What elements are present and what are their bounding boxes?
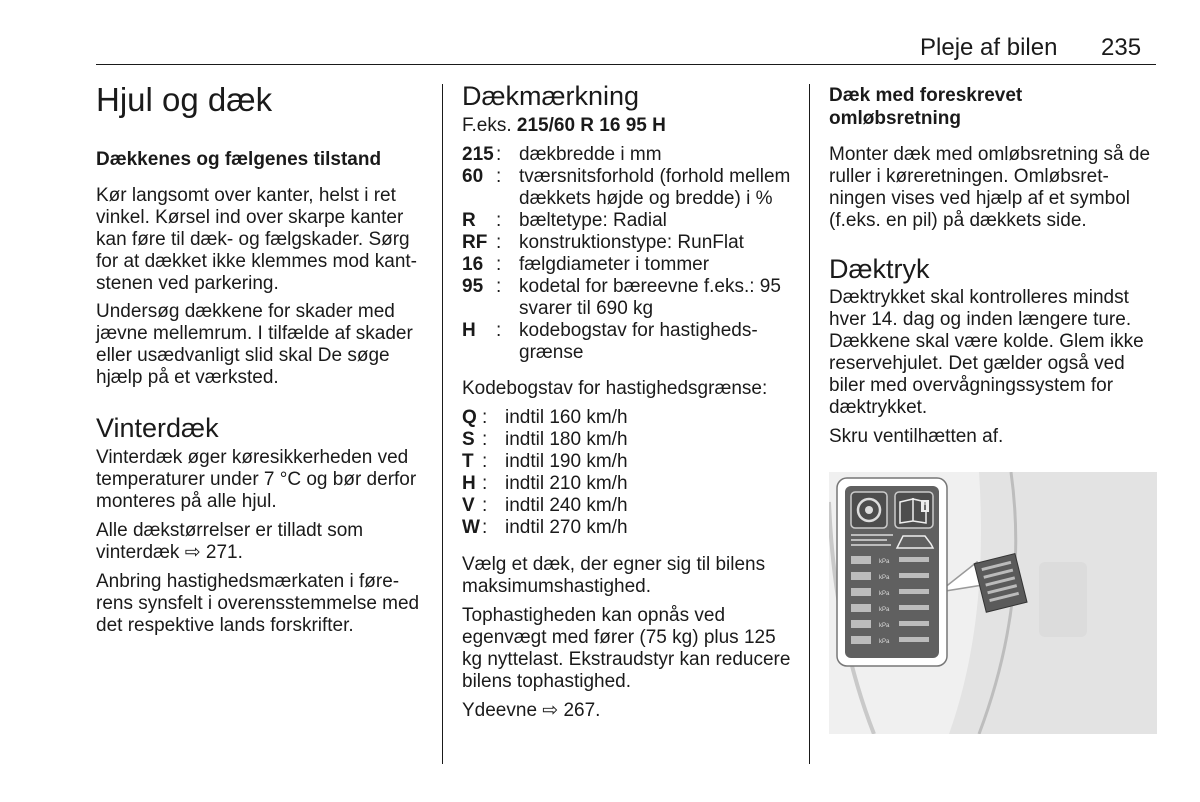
- speed-row-colon: :: [482, 495, 488, 517]
- page-number: 235: [1101, 34, 1142, 61]
- spec-row-colon: :: [496, 166, 502, 188]
- kpa-label-2: kPa: [879, 575, 890, 581]
- speed-row: [462, 473, 792, 495]
- paragraph-winter-1: Vinterdæk øger køresikkerheden ved temperaturer under 7 °C og bør derfor monteres på alle hjul.: [96, 446, 417, 512]
- section-title-tyre-marking: Dækmærkning: [462, 81, 640, 111]
- speed-row-key: W: [462, 517, 480, 539]
- column-3: [829, 80, 1159, 448]
- spec-row-description: fælgdiameter i tommer: [519, 254, 710, 276]
- spec-row-description: kodetal for bæreevne f.eks.: 95 svarer til 690 kg: [519, 276, 781, 320]
- spec-row: [462, 144, 792, 166]
- tyre-code-spec-list: [462, 144, 792, 364]
- speed-row-description: indtil 160 km/h: [505, 407, 628, 429]
- kpa-label-3: kPa: [879, 591, 890, 597]
- spec-row-key: RF: [462, 232, 488, 254]
- header-rule: [96, 64, 1156, 65]
- paragraph-performance-ref: Ydeevne ⇨ 267.: [462, 700, 601, 722]
- spec-row-description: bæltetype: Radial: [519, 210, 667, 232]
- example-code: 215/60 R 16 95 H: [516, 115, 666, 137]
- tyre-code-example: [462, 115, 792, 137]
- example-prefix: F.eks.: [462, 115, 512, 137]
- section-title-winter-tyres: Vinterdæk: [96, 413, 219, 444]
- tyre-pressure-label-photo: [829, 472, 1157, 734]
- speed-row-key: V: [462, 495, 475, 517]
- spec-row-colon: :: [496, 276, 502, 298]
- paragraph-condition-1: Kør langsomt over kanter, helst i ret vinkel. Kørsel ind over skarpe kanter kan føre til dæk- og fælgskader. Sørg for at dækket ikke klemmes mod kantstenen ved parkering.: [96, 185, 417, 295]
- kpa-label-1: kPa: [879, 559, 890, 565]
- speed-row-colon: :: [482, 429, 488, 451]
- paragraph-rotation: Monter dæk med omløbsretning så de ruller i køreretningen. Omløbsretningen vises ved hjælp af et symbol (f.eks. en pil) på dækkets side.: [829, 143, 1151, 231]
- speed-row-colon: :: [482, 517, 488, 539]
- spec-row: [462, 166, 792, 210]
- column-divider-left: [442, 84, 443, 764]
- section-title-tyre-pressure: Dæktryk: [829, 253, 930, 284]
- spec-row-key: 215: [462, 144, 494, 166]
- speed-code-intro: Kodebogstav for hastighedsgrænse:: [462, 378, 768, 400]
- speed-row-key: S: [462, 429, 475, 451]
- paragraph-winter-3: Anbring hastighedsmærkaten i førerens synsfelt i overensstemmelse med det respektive lands forskrifter.: [96, 570, 420, 636]
- column-1: [96, 80, 426, 637]
- paragraph-winter-2: Alle dækstørrelser er tilladt som vinterdæk ⇨ 271.: [96, 519, 364, 563]
- speed-row-description: indtil 210 km/h: [505, 473, 628, 495]
- spec-row: [462, 232, 792, 254]
- column-2: [462, 80, 792, 722]
- column-divider-right: [809, 84, 810, 764]
- spec-row-colon: :: [496, 320, 502, 342]
- spec-row: [462, 276, 792, 320]
- paragraph-speed-1: Vælg et dæk, der egner sig til bilens maksimumshastighed.: [462, 554, 766, 598]
- subsection-title-rotation: Dæk med foreskrevet omløbsretning: [829, 85, 1023, 129]
- speed-row: [462, 429, 792, 451]
- spec-row-key: 60: [462, 166, 484, 188]
- paragraph-pressure-2: Skru ventilhætten af.: [829, 425, 1004, 447]
- subsection-title-condition: Dækkenes og fælgenes tilstand: [96, 148, 382, 170]
- spec-row: [462, 210, 792, 232]
- kpa-label-6: kPa: [879, 639, 890, 645]
- spec-row-colon: :: [496, 254, 502, 276]
- spec-row: [462, 320, 792, 364]
- info-i-label: i: [923, 502, 927, 513]
- speed-row-description: indtil 270 km/h: [505, 517, 628, 539]
- spec-row-colon: :: [496, 144, 502, 166]
- speed-row-key: T: [462, 451, 474, 473]
- section-title-wheels-tyres: Hjul og dæk: [96, 81, 273, 118]
- paragraph-condition-2: Undersøg dækkene for skader med jævne mellemrum. I tilfælde af skader eller usædvanligt slid skal De søge hjælp på et værksted.: [96, 301, 413, 389]
- speed-code-list: [462, 407, 792, 539]
- kpa-label-5: kPa: [879, 623, 890, 629]
- spec-row-description: kodebogstav for hastighedsgrænse: [519, 320, 758, 364]
- speed-row: [462, 495, 792, 517]
- spec-row-key: H: [462, 320, 476, 342]
- spec-row: [462, 254, 792, 276]
- spec-row-colon: :: [496, 210, 502, 232]
- running-header-title: Pleje af bilen: [920, 34, 1058, 61]
- spec-row-description: tværsnitsforhold (forhold mellem dækkets højde og bredde) i %: [519, 166, 791, 210]
- spec-row-key: R: [462, 210, 476, 232]
- speed-row-colon: :: [482, 473, 488, 495]
- speed-row-key: H: [462, 473, 476, 495]
- spec-row-description: dækbredde i mm: [519, 144, 662, 166]
- spec-row-colon: :: [496, 232, 502, 254]
- speed-row: [462, 407, 792, 429]
- tyre-icon: [851, 492, 887, 528]
- speed-row: [462, 451, 792, 473]
- speed-row-colon: :: [482, 407, 488, 429]
- spec-row-key: 95: [462, 276, 484, 298]
- manual-book-icon: [895, 492, 933, 528]
- paragraph-pressure-1: Dæktrykket skal kontrolleres mindst hver 14. dag og inden længere ture. Dækkene skal være kolde. Glem ikke reservehjulet. Det gælder også ved biler med overvågningssystem for dæktrykket.: [829, 286, 1144, 418]
- spec-row-key: 16: [462, 254, 484, 276]
- speed-row-key: Q: [462, 407, 477, 429]
- speed-row: [462, 517, 792, 539]
- speed-row-colon: :: [482, 451, 488, 473]
- speed-row-description: indtil 180 km/h: [505, 429, 628, 451]
- kpa-label-4: kPa: [879, 607, 890, 613]
- spec-row-description: konstruktionstype: RunFlat: [519, 232, 744, 254]
- speed-row-description: indtil 240 km/h: [505, 495, 628, 517]
- paragraph-speed-2: Tophastigheden kan opnås ved egenvægt med fører (75 kg) plus 125 kg nyttelast. Ekstraudstyr kan reducere bilens tophastighed.: [462, 605, 791, 693]
- speed-row-description: indtil 190 km/h: [505, 451, 628, 473]
